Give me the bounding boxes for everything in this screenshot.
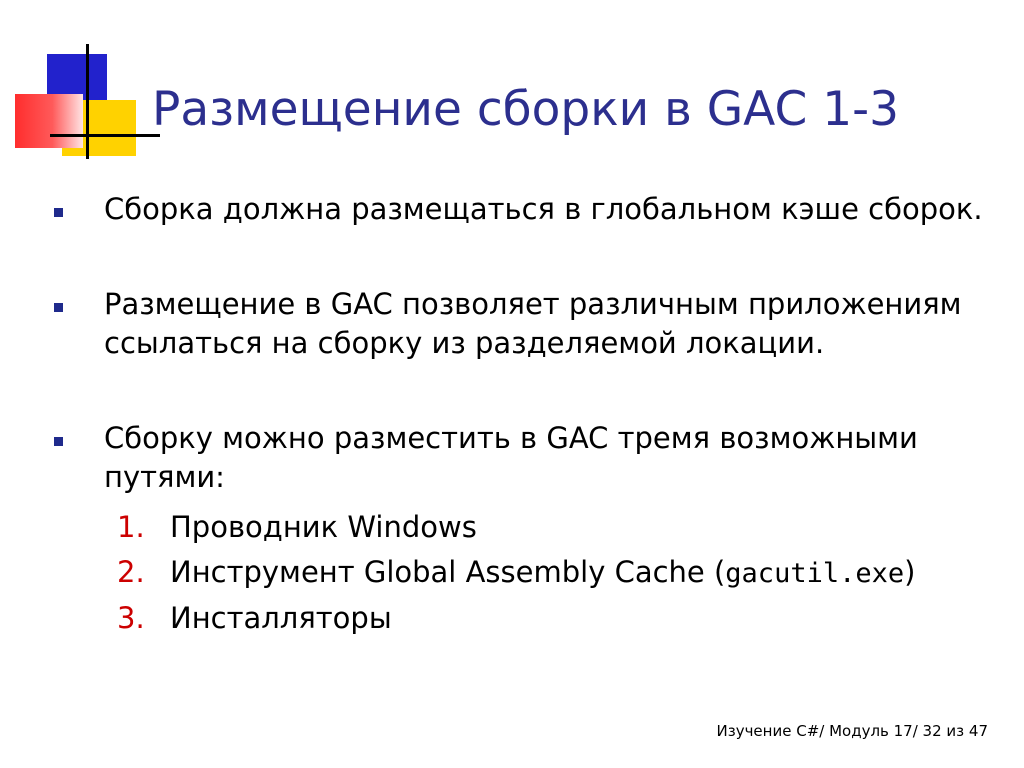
method-number: 1. <box>117 510 145 544</box>
bullet-item <box>52 285 1012 363</box>
bullet-text: Сборку можно разместить в GAC тремя возможными путями: <box>104 421 918 494</box>
method-text: Проводник Windows <box>170 510 477 544</box>
square-bullet-icon <box>54 208 63 217</box>
bullet-list <box>52 190 1012 641</box>
method-number: 2. <box>117 555 145 589</box>
bullet-item <box>52 419 1012 641</box>
horizontal-line <box>50 134 160 137</box>
method-text: Инсталляторы <box>170 601 392 635</box>
slide-footer: Изучение C#/ Модуль 17/ 32 из 47 <box>716 722 988 740</box>
method-text: Инструмент Global Assembly Cache ( <box>170 555 726 589</box>
slide-title: Размещение сборки в GAC 1-3 <box>152 82 900 137</box>
decorative-squares-logo <box>0 0 160 170</box>
square-bullet-icon <box>54 303 63 312</box>
bullet-text: Размещение в GAC позволяет различным приложениям ссылаться на сборку из разделяемой локации. <box>104 287 962 360</box>
bullet-item <box>52 190 1012 229</box>
method-number: 3. <box>117 601 145 635</box>
method-code: gacutil.exe <box>725 558 905 589</box>
method-item <box>104 505 1012 550</box>
method-item <box>104 596 1012 641</box>
methods-list <box>104 505 1012 641</box>
method-suffix: ) <box>904 555 916 589</box>
red-square <box>15 94 83 148</box>
bullet-text: Сборка должна размещаться в глобальном кэше сборок. <box>104 192 983 226</box>
square-bullet-icon <box>54 437 63 446</box>
vertical-line <box>86 44 89 159</box>
method-item <box>104 550 1012 596</box>
